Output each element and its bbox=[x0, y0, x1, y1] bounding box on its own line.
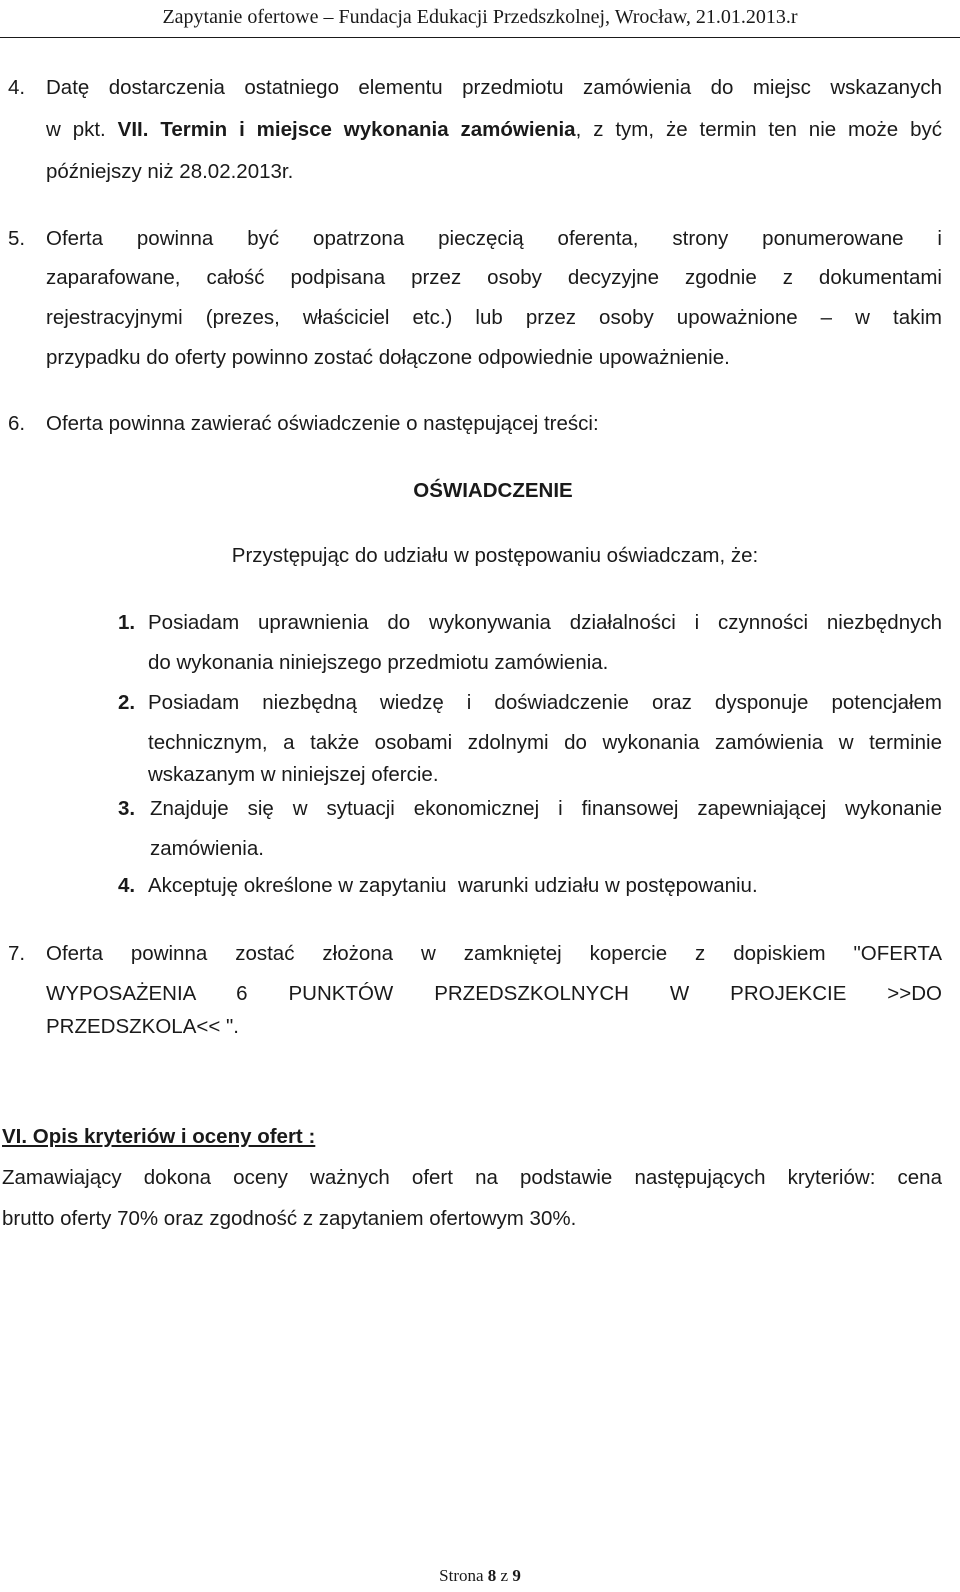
page-footer bbox=[0, 1566, 960, 1586]
item-6-number: 6. bbox=[8, 412, 26, 435]
declaration-point-1-line-1: Posiadam uprawnienia do wykonywania działalności i czynności niezbędnych bbox=[148, 611, 942, 634]
declaration-intro: Przystępując do udziału w postępowaniu oświadczam, że: bbox=[231, 544, 759, 567]
section-6-line-1: Zamawiający dokona oceny ważnych ofert na podstawie następujących kryteriów: cena bbox=[2, 1166, 942, 1189]
declaration-point-1-number: 1. bbox=[118, 611, 136, 634]
item-4-number: 4. bbox=[8, 76, 26, 99]
footer-mid: z bbox=[496, 1566, 513, 1585]
declaration-point-1-line-2: do wykonania niniejszego przedmiotu zamówienia. bbox=[148, 651, 609, 674]
declaration-point-4-number: 4. bbox=[118, 874, 136, 897]
item-5-line-3: rejestracyjnymi (prezes, właściciel etc.) lub przez osoby upoważnione – w takim bbox=[46, 306, 942, 329]
item-5-line-1: Oferta powinna być opatrzona pieczęcią oferenta, strony ponumerowane i bbox=[46, 227, 942, 250]
declaration-point-3-line-1: Znajduje się w sytuacji ekonomicznej i finansowej zapewniającej wykonanie bbox=[150, 797, 942, 820]
declaration-point-3-line-2: zamówienia. bbox=[150, 837, 264, 860]
footer-prefix: Strona bbox=[439, 1566, 488, 1585]
item-5-line-4: przypadku do oferty powinno zostać dołączone odpowiednie upoważnienie. bbox=[46, 346, 730, 369]
item-7-line-2: WYPOSAŻENIA 6 PUNKTÓW PRZEDSZKOLNYCH W PROJEKCIE >>DO bbox=[46, 982, 942, 1005]
declaration-point-4-line-1: Akceptuję określone w zapytaniu warunki udziału w postępowaniu. bbox=[148, 874, 758, 897]
declaration-heading: OŚWIADCZENIE bbox=[413, 479, 573, 502]
section-6-title: VI. Opis kryteriów i oceny ofert : bbox=[2, 1125, 316, 1148]
footer-page-number: 8 bbox=[487, 1566, 497, 1585]
page-header: Zapytanie ofertowe – Fundacja Edukacji Przedszkolnej, Wrocław, 21.01.2013.r bbox=[162, 6, 798, 28]
declaration-point-2-number: 2. bbox=[118, 691, 136, 714]
section-6-line-2: brutto oferty 70% oraz zgodność z zapytaniem ofertowym 30%. bbox=[2, 1207, 577, 1230]
declaration-point-2-line-2: technicznym, a także osobami zdolnymi do wykonania zamówienia w terminie bbox=[148, 731, 942, 754]
declaration-point-2-line-3: wskazanym w niniejszej ofercie. bbox=[148, 763, 439, 786]
item-5-number: 5. bbox=[8, 227, 26, 250]
declaration-point-3-number: 3. bbox=[118, 797, 136, 820]
item-4-line-3: późniejszy niż 28.02.2013r. bbox=[46, 160, 294, 183]
item-7-line-3: PRZEDSZKOLA<< ". bbox=[46, 1015, 239, 1038]
item-7-number: 7. bbox=[8, 942, 26, 965]
header-divider bbox=[0, 37, 960, 38]
item-4-line-1: Datę dostarczenia ostatniego elementu przedmiotu zamówienia do miejsc wskazanych bbox=[46, 76, 942, 99]
item-7-line-1: Oferta powinna zostać złożona w zamkniętej kopercie z dopiskiem "OFERTA bbox=[46, 942, 942, 965]
item-6-line-1: Oferta powinna zawierać oświadczenie o następującej treści: bbox=[46, 412, 599, 435]
item-4-section-reference: VII. Termin i miejsce wykonania zamówienia bbox=[117, 118, 576, 141]
item-4-line-2-post: , z tym, że termin ten nie może być bbox=[575, 118, 942, 141]
footer-total-pages: 9 bbox=[512, 1566, 521, 1585]
item-4-line-2-pre: w pkt. bbox=[46, 118, 118, 141]
item-4-line-2 bbox=[46, 118, 942, 142]
declaration-point-2-line-1: Posiadam niezbędną wiedzę i doświadczenie oraz dysponuje potencjałem bbox=[148, 691, 942, 714]
item-5-line-2: zaparafowane, całość podpisana przez osoby decyzyjne zgodnie z dokumentami bbox=[46, 266, 942, 289]
